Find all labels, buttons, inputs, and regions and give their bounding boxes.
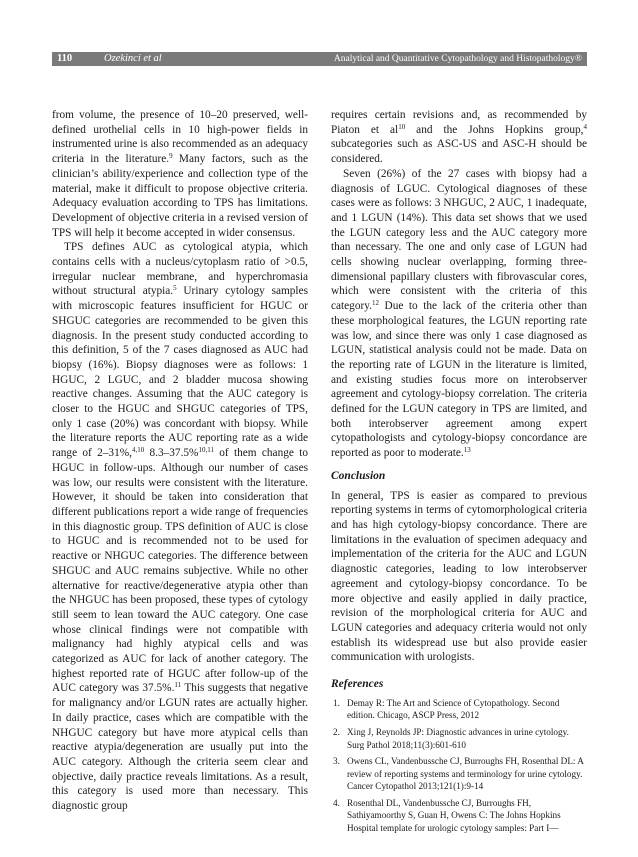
citation: 9 <box>169 152 173 161</box>
paragraph: Seven (26%) of the 27 cases with biopsy had a diagnosis of LGUC. Cytological diagnoses of these cases were as follows: 3 NHGUC, 2 AUC, 1 inadequate, and 1 LGUN (14%). This data set shows that we used the LGUN category less and the AUC category more than necessary. The one and only case of LGUN had cells showing nuclear overlapping, forming three-dimensional papillary clusters with fibrovascular cores, which were consistent with the criteria of this category.$^{12}$ Due to the lack of the criteria other than these morphological features, the LGUN reporting rate was low, and since there was only 1 case diagnosed as LGUN, statistical analysis could not be made. Data on the reporting rate of LGUN in the literature is limited, and existing studies focus more on interobserver agreement and cytology-biopsy correlation. The criteria defined for the LGUN category in TPS are limited, and both interobserver agreement among expert cytopathologists and cytology-biopsy concordance are reported as poor to moderate.$^{13}$ <box>331 167 587 460</box>
citation: 12 <box>371 299 379 308</box>
running-author: Ozekinci et al <box>104 53 162 64</box>
citation: 4,10 <box>131 446 145 455</box>
references-heading: References <box>331 678 384 691</box>
citation: 4 <box>583 122 587 131</box>
reference-list <box>331 697 587 835</box>
reference-item: 1. Demay R: The Art and Science of Cytopathology. Second edition. Chicago, ASCP Press, 2012 <box>333 697 560 721</box>
paragraph: TPS defines AUC as cytological atypia, which contains cells with a nucleus/cytoplasm ratio of >0.5, irregular nuclear membrane, and hyperchromasia without structural atypia.$^5$ Urinary cytology samples with microscopic features insufficient for HGUC or SHGUC categories are recommended to be given this diagnosis. In the present study conducted according to this definition, 5 of the 7 cases diagnosed as AUC had biopsy (16%). Biopsy diagnoses were as follows: 1 HGUC, 2 LGUC, and 2 bladder mucosa showing reactive changes. Assuming that the AUC category is closer to the HGUC and SHGUC categories of TPS, only 1 case (20%) was concordant with biopsy. While the literature reports the AUC reporting rate as a wide range of 2–31%,$^{4,10}$ 8.3–37.5%$^{10,11}$ of them change to HGUC in follow-ups. Although our number of cases was low, our results were consistent with the literature. However, it should be taken into consideration that different publications report a wide range of frequencies in this diagnostic group. TPS definition of AUC is close to HGUC and is recommended not to be used for reactive or NHGUC categories. The difference between SHGUC and AUC remains subjective. While no other alternative for reactive/degenerative atypia other than the NHGUC has been proposed, these types of cytology still seem to lean toward the AUC category. One case whose clinical findings were not compatible with malignancy had highly atypical cells and was categorized as AUC for lack of another category. The highest reported rate of HGUC after follow-up of the AUC category was 37.5%.$^{11}$ This suggests that negative for malignancy and/or LGUN rates are actually higher. In daily practice, cases which are compatible with the NHGUC category but have more atypical cells than reactive atypia/degeneration are usually put into the AUC category. Although the criteria seem clear and objective, daily practice reveals limitations. As a result, this category is used more than necessary. This diagnostic group <box>52 241 308 813</box>
citation: 10 <box>398 122 406 131</box>
paragraph: from volume, the presence of 10–20 preserved, well-defined urothelial cells in 10 high-power fields in instrumented urine is also recommended as an adequacy criteria in the literature.$^9$ Many factors, such as the clinician’s ability/experience and collection type of the material, make it difficult to propose objective criteria. Adequacy evaluation according to TPS has limitations. Development of objective criteria in a revised version of TPS will help it become accepted in wider consensus. <box>52 109 308 239</box>
citation: 11 <box>174 681 182 690</box>
citation: 5 <box>173 284 177 293</box>
left-column <box>52 108 308 814</box>
conclusion-heading: Conclusion <box>331 469 386 482</box>
citation: 10,11 <box>198 446 214 455</box>
journal-title: Analytical and Quantitative Cytopathology and Histopathology® <box>333 54 582 64</box>
reference-item: 2. Xing J, Reynolds JP: Diagnostic advances in urine cytology. Surg Pathol 2018;11(3):601-610 <box>333 726 569 750</box>
citation: 13 <box>463 446 471 455</box>
page-number: 110 <box>57 53 73 64</box>
running-header <box>52 52 587 66</box>
paragraph: requires certain revisions and, as recommended by Piaton et $al^{10}$ and the Johns Hopkins group,$^4$ subcategories such as ASC-US and ASC-H should be considered. <box>331 109 587 166</box>
paragraph: In general, TPS is easier as compared to previous reporting systems in terms of cytomorphological criteria and has high cytology-biopsy concordance. There are limitations in the evaluation of specimen adequacy and implementation of the criteria for the AUC and LGUN diagnostic categories, leading to low interobserver agreement and cytology-biopsy concordance. To be more objective and easily applied in daily practice, revision of the morphological criteria for AUC and LGUN categories and adequacy criteria would not only establish its widespread use but also provide easier communication with urologists. <box>331 489 587 664</box>
right-column <box>331 108 587 839</box>
reference-item: 4. Rosenthal DL, Vandenbussche CJ, Burroughs FH, Sathiyamoorthy S, Guan H, Owens C: The Johns Hopkins Hospital template for urologic cytology samples: Part I— <box>333 797 561 834</box>
reference-item: 3. Owens CL, Vandenbussche CJ, Burroughs FH, Rosenthal DL: A review of reporting systems and terminology for urine cytology. Cancer Cytopathol 2013;121(1):9-14 <box>333 756 584 792</box>
